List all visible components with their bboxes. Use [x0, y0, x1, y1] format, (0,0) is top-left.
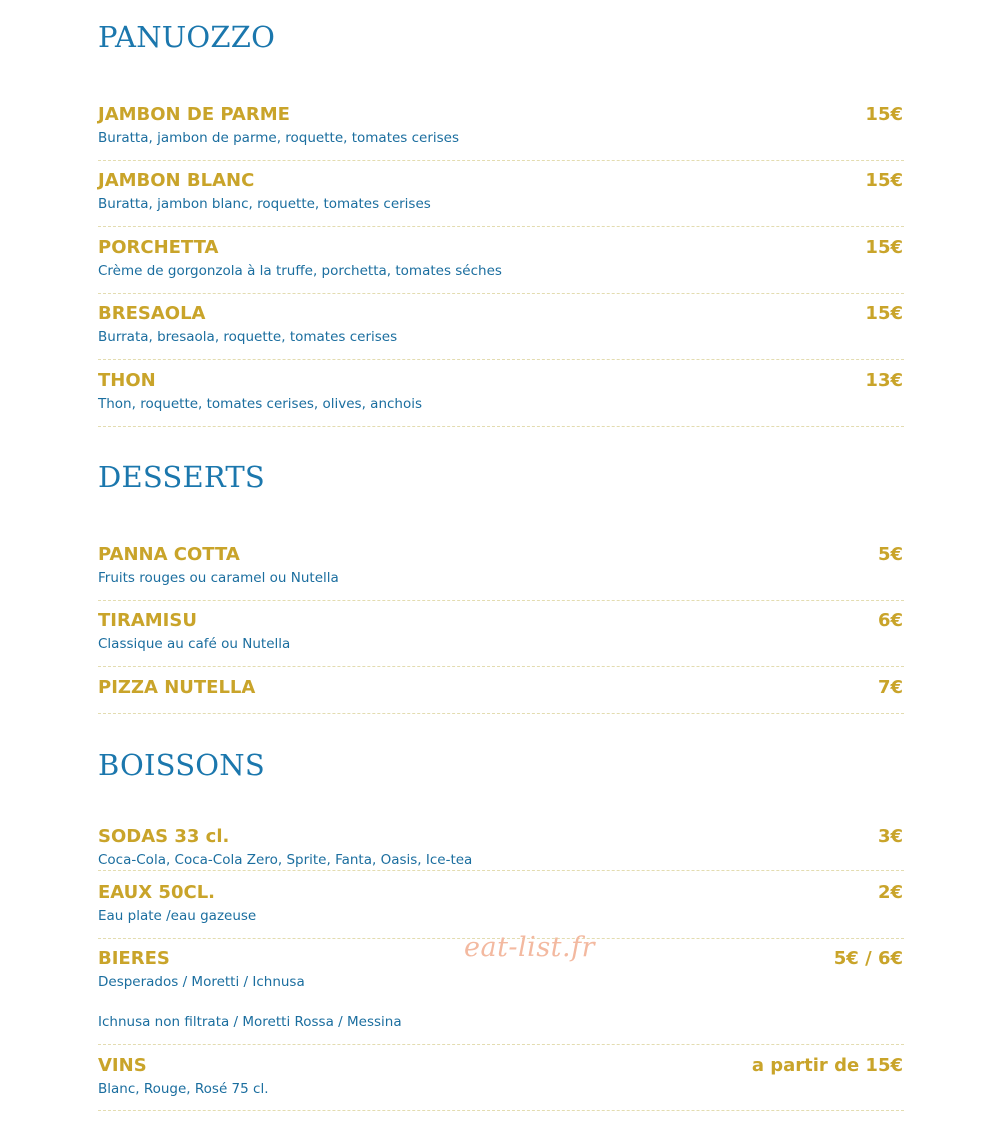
item-name: THON: [98, 370, 156, 391]
item-price: 5€ / 6€: [833, 948, 903, 969]
item-description: Classique au café ou Nutella: [98, 636, 291, 652]
item-price: 15€: [865, 237, 903, 258]
menu-item: [98, 293, 904, 360]
item-description: Buratta, jambon blanc, roquette, tomates cerises: [98, 196, 431, 212]
item-description: Burrata, bresaola, roquette, tomates cerises: [98, 329, 398, 345]
menu-item: [98, 872, 904, 939]
item-price: 15€: [865, 104, 903, 125]
item-price: 15€: [865, 303, 903, 324]
item-price: 6€: [877, 610, 903, 631]
item-description: Buratta, jambon de parme, roquette, tomates cerises: [98, 130, 460, 146]
section-panuozzo: [98, 18, 904, 412]
item-description: Fruits rouges ou caramel ou Nutella: [98, 570, 339, 586]
item-description: Eau plate /eau gazeuse: [98, 908, 257, 924]
item-name: EAUX 50CL.: [98, 882, 215, 903]
item-description: Thon, roquette, tomates cerises, olives, anchois: [98, 396, 423, 412]
item-name: PORCHETTA: [98, 237, 219, 258]
menu-item: [98, 160, 904, 227]
section-desserts: [98, 458, 904, 698]
menu-item: [98, 227, 904, 294]
menu-item: [98, 816, 904, 871]
item-description-secondary: Ichnusa non filtrata / Moretti Rossa / Messina: [98, 1014, 402, 1030]
item-price: a partir de 15€: [751, 1055, 903, 1076]
item-description: Blanc, Rouge, Rosé 75 cl.: [98, 1081, 269, 1097]
menu-item: [98, 1045, 904, 1111]
item-name: SODAS 33 cl.: [98, 826, 230, 847]
item-price: 13€: [865, 370, 903, 391]
menu-item: [98, 360, 904, 427]
item-price: 7€: [877, 677, 903, 698]
item-price: 15€: [865, 170, 903, 191]
section-title: PANUOZZO: [98, 20, 276, 54]
section-title: DESSERTS: [98, 460, 265, 494]
item-description: Desperados / Moretti / Ichnusa: [98, 974, 305, 990]
item-name: BIERES: [98, 948, 170, 969]
item-price: 2€: [877, 882, 903, 903]
watermark-text: eat-list.fr: [464, 932, 596, 963]
menu-item: [98, 534, 904, 601]
menu-item: [98, 600, 904, 667]
item-price: 3€: [877, 826, 903, 847]
item-name: PANNA COTTA: [98, 544, 240, 565]
item-name: JAMBON BLANC: [98, 170, 255, 191]
item-name: TIRAMISU: [98, 610, 197, 631]
item-name: BRESAOLA: [98, 303, 206, 324]
item-name: JAMBON DE PARME: [98, 104, 290, 125]
item-name: PIZZA NUTELLA: [98, 677, 256, 698]
item-description: Crème de gorgonzola à la truffe, porchetta, tomates séches: [98, 263, 502, 279]
item-description: Coca-Cola, Coca-Cola Zero, Sprite, Fanta, Oasis, Ice-tea: [98, 852, 473, 868]
menu-item: [98, 94, 904, 161]
menu-item: [98, 667, 904, 714]
section-title: BOISSONS: [98, 748, 265, 782]
item-name: VINS: [98, 1055, 147, 1076]
item-price: 5€: [877, 544, 903, 565]
